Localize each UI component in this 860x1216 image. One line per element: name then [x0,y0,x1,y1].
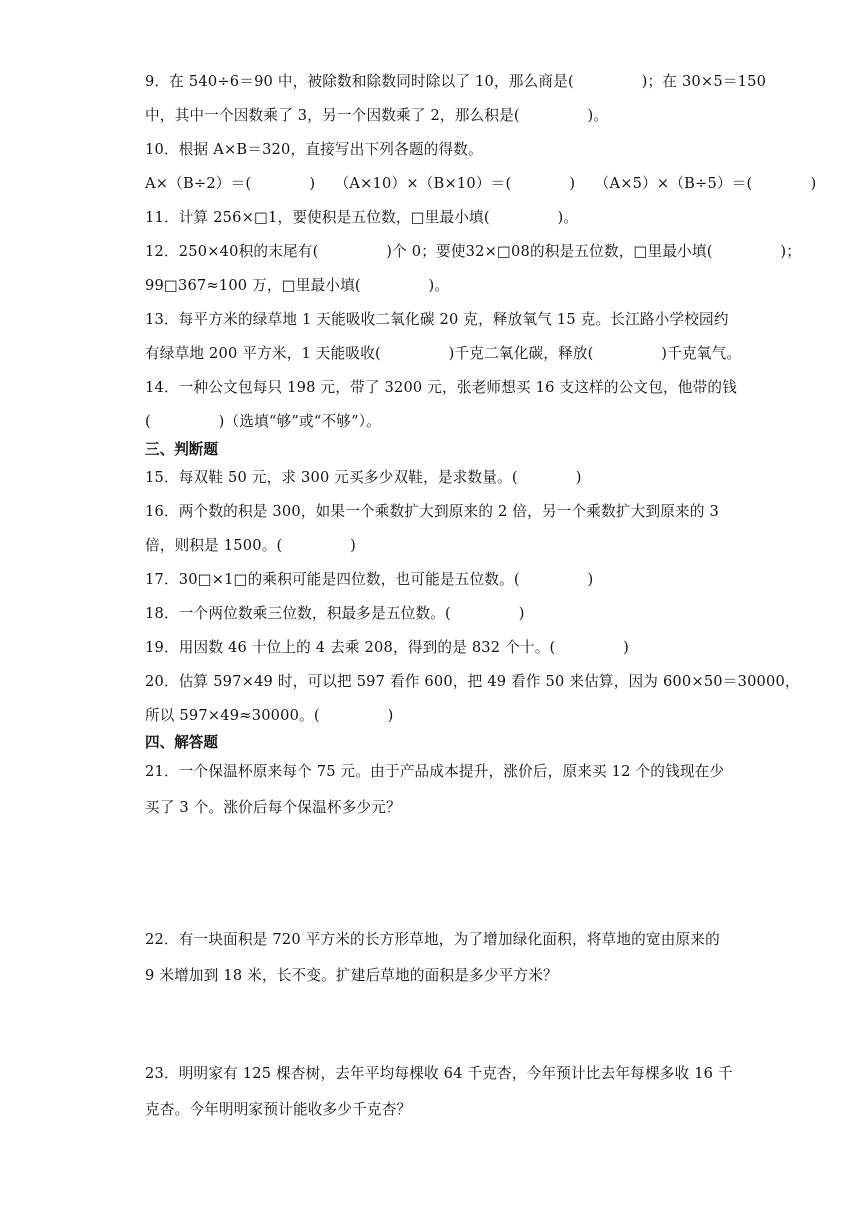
section-heading-judgement: 三、判断题 [145,441,218,458]
q23-line-1: 23．明明家有 125 棵杏树，去年平均每棵收 64 千克杏，今年预计比去年每棵多收 16 千 [145,1065,733,1082]
q18-line: 18．一个两位数乘三位数，积最多是五位数。( ) [145,605,525,622]
q16-line-2: 倍，则积是 1500。( ) [145,537,357,554]
q12-line-1: 12．250×40积的末尾有( )个 0；要使32×□08的积是五位数，□里最小填( )； [145,243,802,260]
q14-line-2: ( )（选填“够”或“不够”）。 [145,413,382,430]
q20-line-2: 所以 597×49≈30000。( ) [145,707,394,724]
q21-line-1: 21．一个保温杯原来每个 75 元。由于产品成本提升，涨价后，原来买 12 个的钱现在少 [145,763,725,780]
q21-line-2: 买了 3 个。涨价后每个保温杯多少元？ [145,799,401,816]
q22-line-2: 9 米增加到 18 米，长不变。扩建后草地的面积是多少平方米？ [145,967,558,984]
q11-line: 11．计算 256×□1，要使积是五位数，□里最小填( )。 [145,209,579,226]
q23-line-2: 克杏。今年明明家预计能收多少千克杏？ [145,1101,412,1118]
q9-line-1: 9．在 540÷6＝90 中，被除数和除数同时除以了 10，那么商是( )；在 30×5＝150 [145,73,767,90]
q10-line-1: 10．根据 A×B＝320，直接写出下列各题的得数。 [145,141,483,158]
q19-line: 19．用因数 46 十位上的 4 去乘 208，得到的是 832 个十。( ) [145,639,630,656]
section-heading-answers: 四、解答题 [145,734,218,751]
q12-line-2: 99□367≈100 万，□里最小填( )。 [145,277,450,294]
q13-line-1: 13．每平方米的绿草地 1 天能吸收二氧化碳 20 克，释放氧气 15 克。长江路小学校园约 [145,311,729,328]
q9-line-2: 中，其中一个因数乘了 3，另一个因数乘了 2，那么积是( )。 [145,107,609,124]
q15-line: 15．每双鞋 50 元，求 300 元买多少双鞋，是求数量。( ) [145,469,582,486]
q22-line-1: 22．有一块面积是 720 平方米的长方形草地，为了增加绿化面积，将草地的宽由原来的 [145,931,720,948]
q20-line-1: 20．估算 597×49 时，可以把 597 看作 600，把 49 看作 50 来估算，因为 600×50＝30000， [145,673,800,690]
q13-line-2: 有绿草地 200 平方米，1 天能吸收( )千克二氧化碳，释放( )千克氧气。 [145,345,742,362]
q17-line: 17．30□×1□的乘积可能是四位数，也可能是五位数。( ) [145,571,594,588]
q10-line-2: A×（B÷2）＝( ) （A×10）×（B×10）＝( ) （A×5）×（B÷5）＝( ) [145,175,817,192]
q14-line-1: 14．一种公文包每只 198 元，带了 3200 元，张老师想买 16 支这样的公文包，他带的钱 [145,379,737,396]
q16-line-1: 16．两个数的积是 300，如果一个乘数扩大到原来的 2 倍，另一个乘数扩大到原来的 3 [145,503,719,520]
